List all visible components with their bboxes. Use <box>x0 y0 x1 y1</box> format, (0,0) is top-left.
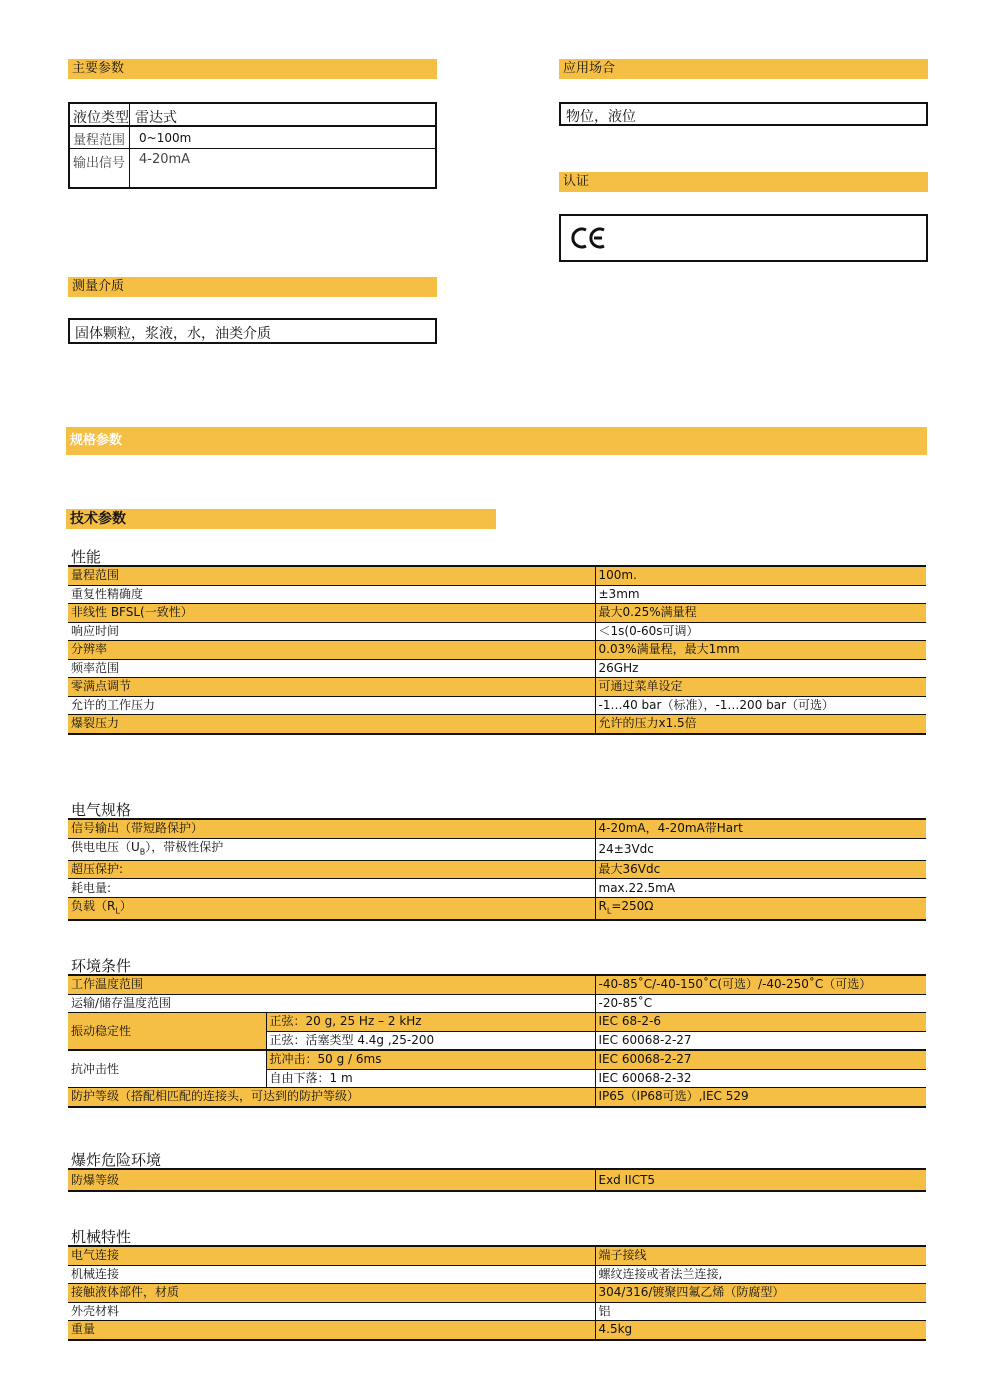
spec-value: IEC 60068-2-32 <box>595 1069 926 1088</box>
spec-label: 防爆等级 <box>68 1169 595 1191</box>
environment-table <box>68 974 926 1108</box>
spec-value: ＜1s(0-60s可调） <box>595 622 926 641</box>
table-row <box>68 819 926 838</box>
spec-value: 最大0.25%满量程 <box>595 604 926 623</box>
spec-value: 26GHz <box>595 659 926 678</box>
spec-value: 可通过菜单设定 <box>595 678 926 697</box>
main-params-title: 主要参数 <box>72 61 125 76</box>
spec-value: 铝 <box>595 1302 926 1321</box>
spec-value: max.22.5mA <box>595 879 926 898</box>
spec-value: -40-85˚C/-40-150˚C(可选）/-40-250˚C（可选） <box>595 975 926 994</box>
table-row <box>68 604 926 623</box>
spec-label: 机械连接 <box>68 1265 595 1284</box>
application-value: 物位，液位 <box>566 109 636 125</box>
spec-label: 外壳材料 <box>68 1302 595 1321</box>
table-row <box>68 696 926 715</box>
spec-value: 100m. <box>595 566 926 585</box>
spec-value-pre: R <box>598 898 607 913</box>
table-row <box>68 622 926 641</box>
table-row <box>68 1013 926 1032</box>
spec-label: 接触液体部件，材质 <box>68 1284 595 1303</box>
spec-label: 振动稳定性 <box>68 1013 266 1051</box>
spec-condition: 抗冲击：50 g / 6ms <box>266 1050 595 1069</box>
explosion-table <box>68 1168 926 1192</box>
table-row <box>68 975 926 994</box>
main-params-divider-v <box>129 104 130 189</box>
spec-value: 螺纹连接或者法兰连接, <box>595 1265 926 1284</box>
spec-value: -20-85˚C <box>595 994 926 1013</box>
table-row <box>68 838 926 860</box>
main-params-header <box>68 59 437 79</box>
table-row <box>68 994 926 1013</box>
main-params-label-type: 液位类型 <box>73 110 129 126</box>
spec-value: IEC 68-2-6 <box>595 1013 926 1032</box>
mechanical-title: 机械特性 <box>71 1228 132 1246</box>
spec-value: 最大36Vdc <box>595 860 926 879</box>
table-row <box>68 678 926 697</box>
main-params-label-range: 量程范围 <box>73 133 126 148</box>
table-row <box>68 1050 926 1069</box>
spec-label: 量程范围 <box>68 566 595 585</box>
spec-label-post: ） <box>119 898 132 913</box>
spec-label: 非线性 BFSL(一致性） <box>68 604 595 623</box>
spec-label: 零满点调节 <box>68 678 595 697</box>
spec-label-sub: B <box>139 846 146 856</box>
main-params-table <box>68 102 437 189</box>
spec-title: 规格参数 <box>70 433 123 448</box>
spec-value: 0.03%满量程，最大1mm <box>595 641 926 660</box>
table-row <box>68 1246 926 1265</box>
certification-box <box>559 214 928 262</box>
table-row <box>68 659 926 678</box>
table-row <box>68 585 926 604</box>
spec-label-sub: L <box>115 906 120 916</box>
spec-label-post: ），带极性保护 <box>145 839 224 854</box>
main-params-value-range: 0~100m <box>139 131 192 145</box>
table-row <box>68 1302 926 1321</box>
spec-value: 304/316/镀聚四氟乙烯（防腐型） <box>595 1284 926 1303</box>
electrical-table <box>68 818 926 921</box>
spec-condition: 自由下落：1 m <box>266 1069 595 1088</box>
spec-value: IEC 60068-2-27 <box>595 1031 926 1050</box>
main-params-value-type: 雷达式 <box>135 110 177 126</box>
explosion-title: 爆炸危险环境 <box>71 1151 162 1169</box>
spec-label: 电气连接 <box>68 1246 595 1265</box>
performance-title: 性能 <box>71 548 102 566</box>
spec-header <box>66 427 927 455</box>
table-row <box>68 715 926 734</box>
spec-label: 超压保护: <box>68 860 595 879</box>
spec-label: 响应时间 <box>68 622 595 641</box>
tech-title: 技术参数 <box>70 511 126 527</box>
spec-value: 4-20mA，4-20mA带Hart <box>595 819 926 838</box>
spec-value: Exd IICT5 <box>595 1169 926 1191</box>
table-row <box>68 566 926 585</box>
spec-label: 工作温度范围 <box>68 975 595 994</box>
medium-box <box>68 318 437 344</box>
table-row <box>68 1169 926 1191</box>
spec-label: 分辨率 <box>68 641 595 660</box>
spec-label-pre: 负载（R <box>71 898 116 913</box>
spec-value-post: =250Ω <box>611 898 654 913</box>
spec-label: 信号输出（带短路保护） <box>68 819 595 838</box>
table-row <box>68 641 926 660</box>
spec-value <box>595 897 926 920</box>
spec-value: 4.5kg <box>595 1321 926 1340</box>
spec-condition: 正弦：活塞类型 4.4g ,25-200 <box>266 1031 595 1050</box>
spec-label: 运输/储存温度范围 <box>68 994 595 1013</box>
spec-value: IP65（IP68可选）,IEC 529 <box>595 1088 926 1107</box>
spec-value: 允许的压力x1.5倍 <box>595 715 926 734</box>
spec-value: -1…40 bar（标准），-1…200 bar（可选） <box>595 696 926 715</box>
main-params-divider-h2 <box>70 148 437 149</box>
medium-title: 测量介质 <box>72 279 125 294</box>
spec-value: 端子接线 <box>595 1246 926 1265</box>
main-params-value-output: 4-20mA <box>139 152 191 167</box>
medium-value: 固体颗粒，浆液，水，油类介质 <box>75 326 271 342</box>
spec-label: 抗冲击性 <box>68 1050 266 1088</box>
spec-label: 频率范围 <box>68 659 595 678</box>
spec-label <box>68 838 595 860</box>
spec-label: 重复性精确度 <box>68 585 595 604</box>
spec-label: 重量 <box>68 1321 595 1340</box>
application-header <box>559 59 928 79</box>
main-params-label-output: 输出信号 <box>73 156 126 171</box>
spec-value: ±3mm <box>595 585 926 604</box>
spec-label: 爆裂压力 <box>68 715 595 734</box>
ce-mark-icon <box>571 226 607 250</box>
table-row <box>68 1284 926 1303</box>
spec-value-sub: L <box>606 906 612 916</box>
performance-table <box>68 565 926 735</box>
certification-title: 认证 <box>563 174 590 189</box>
table-row <box>68 897 926 920</box>
medium-header <box>68 277 437 297</box>
environment-title: 环境条件 <box>71 957 132 975</box>
table-row <box>68 879 926 898</box>
application-title: 应用场合 <box>563 61 616 76</box>
electrical-title: 电气规格 <box>71 801 132 819</box>
application-box <box>559 102 928 126</box>
spec-label-pre: 供电电压（U <box>71 839 140 854</box>
mechanical-table <box>68 1245 926 1341</box>
table-row <box>68 1088 926 1107</box>
spec-label: 防护等级（搭配相匹配的连接头，可达到的防护等级） <box>68 1088 595 1107</box>
spec-value: IEC 60068-2-27 <box>595 1050 926 1069</box>
tech-header <box>66 509 496 529</box>
spec-label <box>68 897 595 920</box>
table-row <box>68 1265 926 1284</box>
certification-header <box>559 172 928 192</box>
spec-condition: 正弦：20 g, 25 Hz – 2 kHz <box>266 1013 595 1032</box>
spec-label: 允许的工作压力 <box>68 696 595 715</box>
spec-value: 24±3Vdc <box>595 838 926 860</box>
table-row <box>68 860 926 879</box>
spec-label: 耗电量: <box>68 879 595 898</box>
table-row <box>68 1321 926 1340</box>
